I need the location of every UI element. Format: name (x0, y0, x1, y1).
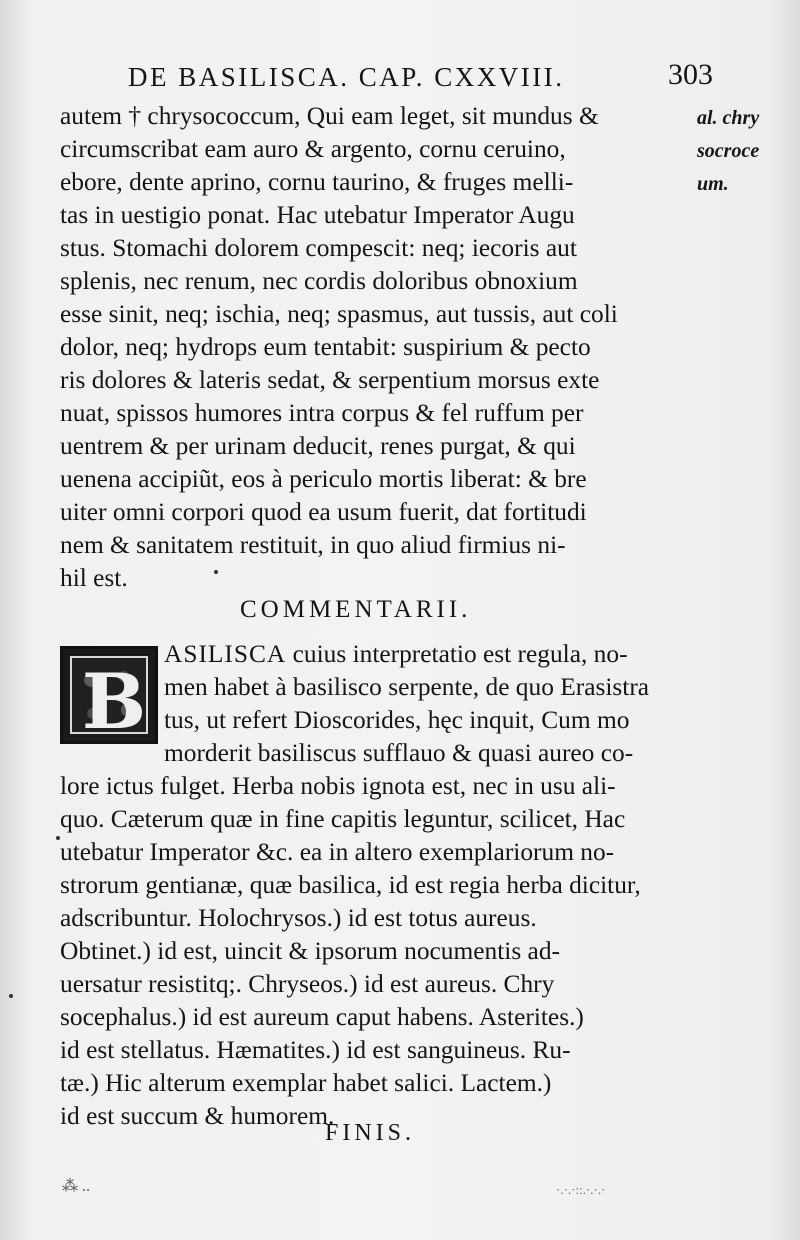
text-line: autem † chrysococcum, Qui eam leget, sit mundus & (60, 102, 599, 130)
margin-note-line: al. chry (697, 107, 760, 129)
first-word-rest: ASILISCA (164, 640, 287, 668)
text-line: uersatur resistitq;. Chryseos.) id est aureus. Chry (60, 970, 555, 998)
text-line: stus. Stomachi dolorem compescit: neq; iecoris aut (60, 234, 577, 262)
ink-speck (56, 836, 60, 840)
chapter-text (60, 100, 700, 595)
text-line: splenis, nec renum, nec cordis doloribus obnoxium (60, 267, 578, 295)
text-line: ris dolores & lateris sedat, & serpentium morsus exte (60, 366, 600, 394)
text-line: id est succum & humorem. (60, 1102, 335, 1130)
text-line: esse sinit, neq; ischia, neq; spasmus, aut tussis, aut coli (60, 300, 618, 328)
text-line: Obtinet.) id est, uincit & ipsorum nocumentis ad- (60, 937, 560, 965)
text-line: socephalus.) id est aureum caput habens. Asterites.) (60, 1003, 584, 1031)
ink-speck: ⁂ .. (62, 1178, 90, 1195)
text-line: tæ.) Hic alterum exemplar habet salici. Lactem.) (60, 1069, 552, 1097)
text-line: tus, ut refert Dioscorides, hęc inquit, Cum mo (164, 706, 630, 734)
ink-speck (9, 994, 13, 998)
text-line: hil est. (60, 564, 128, 592)
section-heading: COMMENTARII. (240, 596, 472, 623)
text-line: utebatur Imperator &c. ea in altero exemplariorum no- (60, 838, 615, 866)
ink-speck (214, 570, 218, 574)
text-line: ebore, dente aprino, cornu taurino, & fruges melli- (60, 168, 574, 196)
ink-speck: ·.·.·::.·.·.· (556, 1182, 606, 1197)
text-line: tas in uestigio ponat. Hac utebatur Imperator Augu (60, 201, 575, 229)
page-marks (0, 1168, 800, 1208)
page-number: 303 (668, 58, 713, 91)
commentary-text (60, 638, 710, 1133)
text-line: dolor, neq; hydrops eum tentabit: suspirium & pecto (60, 333, 591, 361)
text-line: morderit basiliscus sufflauo & quasi aureo co- (164, 739, 634, 767)
running-head-title: DE BASILISCA. CAP. CXXVIII. (128, 62, 565, 92)
text-line: lore ictus fulget. Herba nobis ignota est, nec in usu ali- (60, 772, 616, 800)
text-line: circumscribat eam auro & argento, cornu ceruino, (60, 135, 566, 163)
text-line-rest: cuius interpretatio est regula, no- (286, 640, 628, 668)
text-line: uenena accipiũt, eos à periculo mortis liberat: & bre (60, 465, 587, 493)
initial-letter: B (81, 657, 147, 746)
text-line: strorum gentianæ, quæ basilica, id est regia herba dicitur, (60, 871, 641, 899)
finis: FINIS. (325, 1120, 416, 1146)
text-line: quo. Cæterum quæ in fine capitis leguntur, scilicet, Hac (60, 805, 626, 833)
text-line: nuat, spissos humores intra corpus & fel ruffum per (60, 399, 584, 427)
text-line: uiter omni corpori quod ea usum fuerit, dat fortitudi (60, 498, 587, 526)
margin-note (697, 102, 797, 201)
margin-note-line: um. (697, 173, 729, 195)
text-line: uentrem & per urinam deducit, renes purgat, & qui (60, 432, 576, 460)
running-head (0, 58, 800, 96)
text-line: id est stellatus. Hæmatites.) id est sanguineus. Ru- (60, 1036, 571, 1064)
text-line (60, 638, 710, 671)
text-line: men habet à basilisco serpente, de quo Erasistra (164, 673, 650, 701)
text-line: nem & sanitatem restituit, in quo aliud firmius ni- (60, 531, 566, 559)
margin-note-line: socroce (697, 140, 760, 162)
text-line: adscribuntur. Holochrysos.) id est totus aureus. (60, 904, 537, 932)
